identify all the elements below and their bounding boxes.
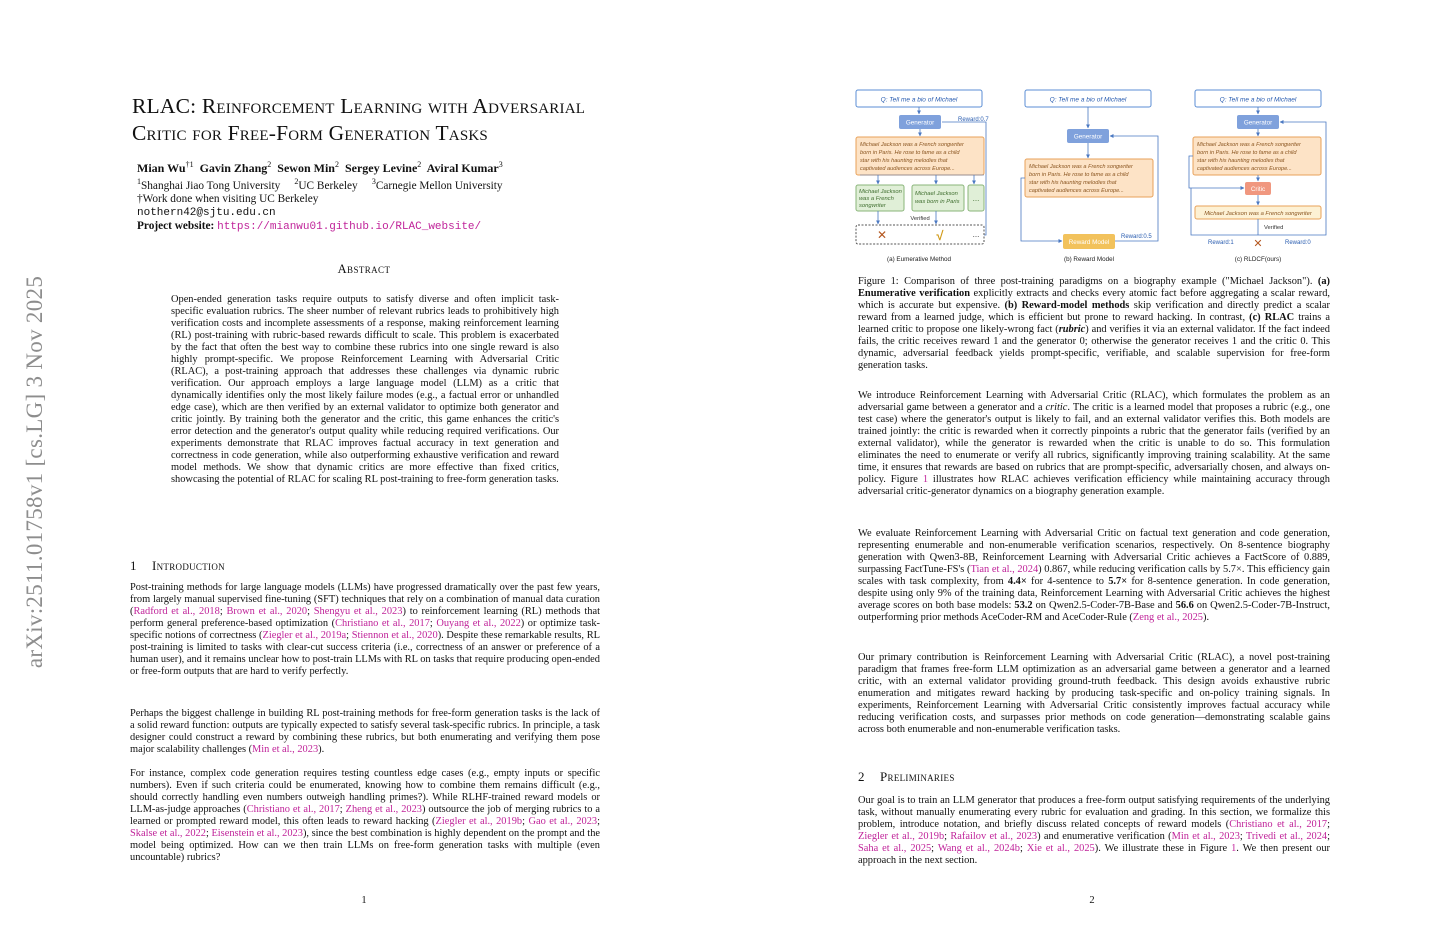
citation-link[interactable]: Trivedi et al., 2024 <box>1245 831 1328 842</box>
panel-c-reward-left: Reward:1 <box>1208 240 1234 246</box>
citation-link[interactable]: Tian et al., 2024 <box>970 564 1039 575</box>
figure-1-diagram <box>848 85 1338 265</box>
citation-link[interactable]: Ziegler et al., 2019b <box>435 816 523 827</box>
citation-link[interactable]: Christiano et al., 2017 <box>335 618 430 629</box>
abstract-text: Open-ended generation tasks require outputs to satisfy diverse and often implicit task-specific evaluation rubrics. The sheer number of relevant rubrics leads to prohibitively high verification costs and incomplete assessments of a response, making reinforcement learning (RL) post-training with rubric-based rewards difficult to scale. This problem is exacerbated by the fact that often the best way to combine these rubrics into one single reward is also highly prompt-specific. We propose Reinforcement Learning with Adversarial Critic (RLAC), a post-training approach that addresses these challenges via dynamic rubric verification. Our approach employs a large language model (LLM) as a critic that dynamically identifies only the most likely failure modes (e.g., a factual error or unhandled edge case), which are then verified by an external validator to optimize both generator and critic jointly. By training both the generator and the critic, this game enhances the critic's error detection and the generator's output quality while reducing required verifications. Our experiments demonstrate that RLAC improves factual accuracy in text generation and correctness in code generation, while also outperforming exhaustive verification and reward model methods. We show that dynamic critics are more effective than fixed critics, showcasing the potential of RLAC for scaling RL post-training to free-form generation tasks. <box>171 294 559 485</box>
citation-link[interactable]: Rafailov et al., 2023 <box>950 831 1038 842</box>
panel-b-answer: Michael Jackson was a French songwriter born in Paris. He rose to fame as a child star with his haunting melodies that captivated audiences across Europe... <box>1029 164 1133 194</box>
panel-b-generator-label: Generator <box>1073 133 1103 141</box>
emphasis: 4.4× <box>1007 576 1027 587</box>
preliminaries-heading: 2 Preliminaries <box>858 769 955 784</box>
panel-c-generator-label: Generator <box>1243 119 1273 127</box>
affiliations: $^1$Shanghai Jiao Tong University $^2$UC Berkeley $^3$Carnegie Mellon University †Work done when visiting UC Berkeley nothern42@sjtu.edu.cn Project website: https://mianwu01.github.io/RLAC_website/ <box>137 177 503 234</box>
citation-link[interactable]: Gao et al., 2023 <box>528 816 598 827</box>
arxiv-identifier-text: arXiv:2511.01758v1 [cs.LG] 3 Nov 2025 <box>22 275 48 669</box>
preliminaries-paragraph: Our goal is to train an LLM generator that produces a free-form output satisfying requirements of the underlying task, without manually enumerating every rubric for evaluation and grading. In this section, we formalize this problem, introduce notation, and briefly discuss related concepts of reward models (Christiano et al., 2017; Ziegler et al., 2019b; Rafailov et al., 2023) and enumerative verification (Min et al., 2023; Trivedi et al., 2024; Saha et al., 2025; Wang et al., 2024b; Xie et al., 2025). We illustrate these in Figure 1. We then present our approach in the next section. <box>858 795 1330 866</box>
panel-a-fact-1-text: Michael Jackson was a French songwriter <box>859 189 902 209</box>
panel-a-right-mark: √ <box>936 228 944 243</box>
panel-b-label: (b) Reward Model <box>1063 256 1115 263</box>
author-4: Sergey Levine$^2$ <box>344 160 422 175</box>
intro-paragraph-3: For instance, complex code generation requires testing countless edge cases (e.g., empty inputs or specific numbers). Even if such criteria could be enumerated, knowing how to combine them remains difficult (e.g., should correctly handling even numbers outweigh handling primes?). While RLHF-trained reward models or LLM-as-judge approaches (Christiano et al., 2017; Zheng et al., 2023) outsource the job of merging rubrics to a learned or prompted reward model, this often leads to reward hacking (Ziegler et al., 2019b; Gao et al., 2023; Skalse et al., 2022; Eisenstein et al., 2023), since the best combination is highly dependent on the prompt and the model being optimized. How can we then train LLMs on free-form generation tasks with multiple (even uncountable) rubrics? <box>130 768 601 863</box>
panel-b-question: Q: Tell me a bio of Michael <box>1049 96 1127 104</box>
panel-a-fact-2-text: Michael Jackson was born in Paris <box>915 191 960 205</box>
author-email: nothern42@sjtu.edu.cn <box>137 206 276 219</box>
intro-paragraph-2: Perhaps the biggest challenge in building RL post-training methods for free-form generation tasks is the lack of a solid reward function: outputs are typically expected to satisfy several task-specific rubrics. In principle, a task designer could construct a reward by combining these rubrics, but both enumerating and verifying them pose major scalability challenges (Min et al., 2023). <box>130 708 600 755</box>
figure-1 <box>848 85 1338 265</box>
arxiv-identifier <box>14 262 56 682</box>
citation-link[interactable]: Shengyu et al., 2023 <box>313 606 403 617</box>
figure-1-caption: Figure 1: Comparison of three post-training paradigms on a biography example ("Michael Jackson"). (a) Enumerative verification explicitly extracts and checks every atomic fact before aggregating a scalar reward, which is accurate but expensive. (b) Reward-model methods skip verification and directly predict a scalar reward from a learned judge, which is efficient but prone to reward hacking. In contrast, (c) RLAC trains a learned critic to propose one likely-wrong fact (rubric) and verifies it via an external validator. If the fact indeed fails, the critic receives reward 1 and the generator 0; otherwise the generator receives 1 and the critic 0. This dynamic, adversarial feedback yields prompt-specific, verifiable, and scalable supervision for free-form generation tasks. <box>858 276 1330 371</box>
panel-c-critic-label: Critic <box>1250 186 1266 193</box>
panel-b <box>1021 90 1158 263</box>
intro-heading: 1 Introduction <box>130 558 225 573</box>
panel-a-more-marks: ... <box>972 230 980 239</box>
panel-a-verified: Verified <box>910 216 930 222</box>
author-list <box>137 160 503 176</box>
panel-a-reward: Reward:0.7 <box>958 117 989 123</box>
emphasis: (c) RLAC <box>1249 312 1295 323</box>
author-2: Gavin Zhang$^2$ <box>199 160 272 175</box>
citation-link[interactable]: Eisenstein et al., 2023 <box>211 828 303 839</box>
citation-link[interactable]: Christiano et al., 2017 <box>246 804 340 815</box>
citation-link[interactable]: Min et al., 2023 <box>252 744 319 755</box>
panel-c-critic-fact-text: Michael Jackson was a French songwriter <box>1204 211 1312 217</box>
author-3: Sewon Min$^2$ <box>277 160 339 175</box>
panel-a-generator-label: Generator <box>905 119 935 127</box>
panel-c-answer: Michael Jackson was a French songwriter born in Paris. He rose to fame as a child star with his haunting melodies that captivated audiences across Europe... <box>1197 142 1301 172</box>
citation-link[interactable]: Ziegler et al., 2019a <box>262 630 347 641</box>
panel-a-label: (a) Eumerative Method <box>886 256 952 263</box>
panel-c <box>1189 90 1326 263</box>
emphasis: rubric <box>1058 324 1086 335</box>
page2-paragraph-3: Our primary contribution is Reinforcement Learning with Adversarial Critic (RLAC), a novel post-training paradigm that frames free-form LLM optimization as an adversarial game between a generator and a learned critic, with an external validator providing ground-truth feedback. This design avoids exhaustive rubric enumeration and mitigates reward hacking by producing task-specific and on-policy training signals. In experiments, Reinforcement Learning with Adversarial Critic consistently improves factual accuracy while reducing verification costs, and surpasses prior methods on code generation—demonstrating scalable gains across both enumerable and non-enumerable verification tasks. <box>858 652 1330 735</box>
panel-c-question: Q: Tell me a bio of Michael <box>1219 96 1297 104</box>
page-number-1: 1 <box>361 895 367 906</box>
panel-c-reward-right: Reward:0 <box>1285 240 1311 246</box>
citation-link[interactable]: Radford et al., 2018 <box>133 606 220 617</box>
citation-link[interactable]: Stiennon et al., 2020 <box>351 630 438 641</box>
panel-a-answer: Michael Jackson was a French songwriter born in Paris. He rose to fame as a child star with his haunting melodies that captivated audiences across Europe... <box>860 142 964 172</box>
page2-paragraph-2: We evaluate Reinforcement Learning with Adversarial Critic on factual text generation and code generation, representing enumerable and non-enumerable verification scenarios, respectively. On 8-sentence biography generation with Qwen3-8B, Reinforcement Learning with Adversarial Critic achieves a FactScore of 0.889, surpassing FactTune-FS's (Tian et al., 2024) 0.867, while reducing verification calls by 5.7×. This efficiency gain scales with task complexity, from 4.4× for 4-sentence to 5.7× for 8-sentence generation. In code generation, despite using only 9% of the training data, Reinforcement Learning with Adversarial Critic achieves the highest average scores on both base models: 53.2 on Qwen2.5-Coder-7B-Base and 56.6 on Qwen2.5-Coder-7B-Instruct, outperforming prior methods AceCoder-RM and AceCoder-Rule (Zeng et al., 2025). <box>858 528 1331 623</box>
panel-a <box>856 90 989 263</box>
project-website-link[interactable]: https://mianwu01.github.io/RLAC_website/ <box>217 221 482 234</box>
abstract-heading: Abstract <box>337 262 391 276</box>
panel-b-reward: Reward:0.5 <box>1121 234 1152 240</box>
emphasis: 53.2 <box>1014 600 1033 611</box>
citation-link[interactable]: Saha et al., 2025 <box>858 843 932 854</box>
citation-link[interactable]: Ziegler et al., 2019b <box>858 831 945 842</box>
panel-a-more-facts-label: ... <box>972 194 980 203</box>
author-1: Mian Wu$^{\dagger 1}$ <box>137 160 194 175</box>
affiliation-3: Carnegie Mellon University <box>375 179 503 192</box>
panel-a-question: Q: Tell me a bio of Michael <box>880 96 958 104</box>
panel-c-label: (c) RLDCF(ours) <box>1234 256 1282 263</box>
citation-link[interactable]: Ouyang et al., 2022 <box>436 618 521 629</box>
emphasis: 5.7× <box>1108 576 1128 587</box>
citation-link[interactable]: Christiano et al., 2017 <box>1229 819 1328 830</box>
emphasis: (a) Enumerative verification <box>858 276 1330 299</box>
panel-a-verification-box <box>856 225 984 244</box>
citation-link[interactable]: Zeng et al., 2025 <box>1132 612 1203 623</box>
emphasis: 56.6 <box>1175 600 1194 611</box>
intro-paragraph-1: Post-training methods for large language models (LLMs) have progressed dramatically over the past few years, from largely manual supervised fine-tuning (SFT) techniques that rely on a combination of manual data curation (Radford et al., 2018; Brown et al., 2020; Shengyu et al., 2023) to reinforcement learning (RL) methods that perform general preference-based optimization (Christiano et al., 2017; Ouyang et al., 2022) or optimize task-specific notions of correctness (Ziegler et al., 2019a; Stiennon et al., 2020). Despite these remarkable results, RL post-training is limited to tasks with clear-cut success criteria (i.e., correctness of an answer or preference of a human user), and it remains unclear how to post-train LLMs with RL on tasks that require producing open-ended or free-form outputs that are hard to verify perfectly. <box>130 582 601 677</box>
citation-link[interactable]: Brown et al., 2020 <box>226 606 308 617</box>
panel-a-wrong-mark: ✕ <box>876 228 888 242</box>
citation-link[interactable]: Skalse et al., 2022 <box>130 828 206 839</box>
work-note: †Work done when visiting UC Berkeley <box>137 193 319 206</box>
paper-title: RLAC: Reinforcement Learning with Adversarial Critic for Free-Form Generation Tasks <box>132 94 586 145</box>
page2-paragraph-1: We introduce Reinforcement Learning with Adversarial Critic (RLAC), which formulates the problem as an adversarial game between a generator and a critic. The critic is a learned model that proposes a rubric (e.g., one test case) where the generator's output is likely to fail, and an external validator verifies this. Both models are trained jointly: the critic is rewarded when it correctly pinpoints a rubric that the generator fails (verified by an external validator), while the generator is rewarded when the critic is unable to do so. This formulation eliminates the need to enumerate or verify all rubrics, significantly improving training scalability. At the same time, it ensures that rewards are based on rubrics that are prompt-specific, adversarially chosen, and always on-policy. Figure 1 illustrates how RLAC achieves verification efficiency while maintaining accuracy through adversarial critic-generator dynamics on a biography generation example. <box>858 390 1330 497</box>
emphasis: (b) Reward-model methods <box>1004 300 1130 311</box>
panel-c-wrong-mark: ✕ <box>1253 238 1263 250</box>
panel-b-reward-model-label: Reward Model <box>1068 239 1110 246</box>
citation-link[interactable]: Min et al., 2023 <box>1171 831 1240 842</box>
citation-link[interactable]: Zheng et al., 2023 <box>345 804 422 815</box>
affiliation-2: UC Berkeley <box>298 179 358 192</box>
author-5: Aviral Kumar$^3$ <box>426 160 503 175</box>
project-label: Project website: <box>137 220 215 233</box>
panel-a-fact-2 <box>912 185 964 211</box>
page-number-2: 2 <box>1089 895 1095 906</box>
citation-link[interactable]: 1 <box>1231 843 1237 854</box>
affiliation-1: Shanghai Jiao Tong University <box>141 179 281 192</box>
citation-link[interactable]: Wang et al., 2024b <box>937 843 1020 854</box>
panel-c-verified: Verified <box>1264 225 1284 231</box>
emphasis: critic <box>1045 402 1068 413</box>
citation-link[interactable]: Xie et al., 2025 <box>1026 843 1095 854</box>
citation-link[interactable]: 1 <box>922 474 929 485</box>
